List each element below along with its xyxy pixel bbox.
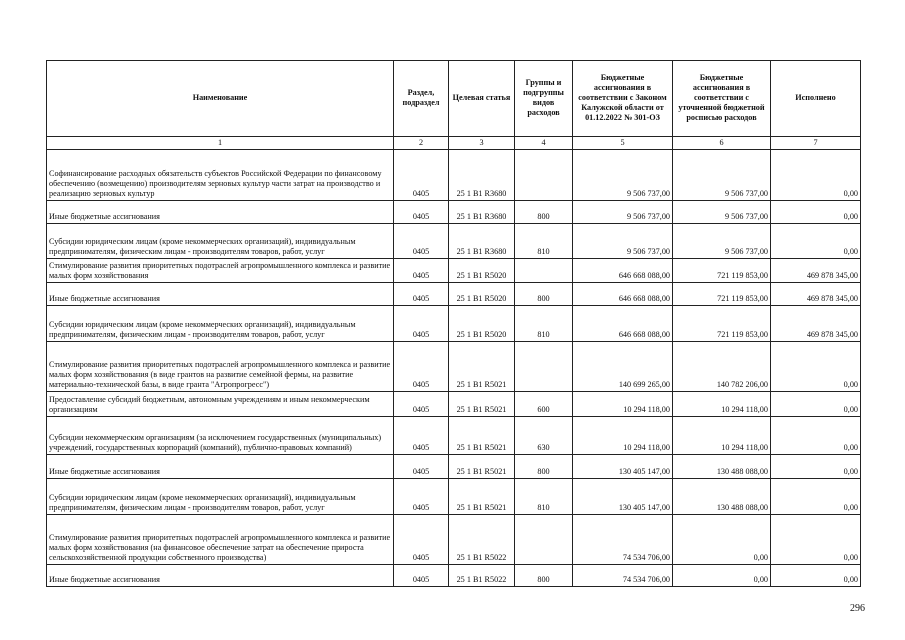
row-target: 25 1 B1 R5020 — [449, 306, 515, 342]
table-row — [47, 342, 861, 392]
row-section: 0405 — [394, 201, 449, 224]
row-refined: 721 119 853,00 — [673, 306, 771, 342]
row-group: 600 — [515, 392, 573, 417]
header-name: Наименование — [47, 61, 394, 137]
table-row — [47, 150, 861, 201]
table-row — [47, 565, 861, 587]
table-row — [47, 201, 861, 224]
header-law: Бюджетные ассигнования в соответствии с Законом Калужской области от 01.12.2022 № 301-ОЗ — [573, 61, 673, 137]
row-target: 25 1 B1 R5021 — [449, 392, 515, 417]
header-target: Целевая статья — [449, 61, 515, 137]
row-refined: 9 506 737,00 — [673, 201, 771, 224]
row-target: 25 1 B1 R5022 — [449, 565, 515, 587]
row-section: 0405 — [394, 455, 449, 479]
row-group: 810 — [515, 224, 573, 259]
row-law: 646 668 088,00 — [573, 306, 673, 342]
row-target: 25 1 B1 R5021 — [449, 455, 515, 479]
row-executed: 0,00 — [771, 150, 861, 201]
row-section: 0405 — [394, 565, 449, 587]
row-section: 0405 — [394, 259, 449, 283]
row-section: 0405 — [394, 342, 449, 392]
row-name: Субсидии юридическим лицам (кроме некоммерческих организаций), индивидуальным предпринимателям, физическим лицам - производителям товаров, работ, услуг — [47, 479, 394, 515]
budget-table — [46, 60, 861, 587]
row-section: 0405 — [394, 306, 449, 342]
row-law: 9 506 737,00 — [573, 224, 673, 259]
table-row — [47, 455, 861, 479]
column-number: 4 — [515, 137, 573, 150]
row-executed: 0,00 — [771, 479, 861, 515]
row-name: Иные бюджетные ассигнования — [47, 455, 394, 479]
table-row — [47, 259, 861, 283]
row-refined: 9 506 737,00 — [673, 224, 771, 259]
column-number: 6 — [673, 137, 771, 150]
row-law: 10 294 118,00 — [573, 417, 673, 455]
row-target: 25 1 B1 R3680 — [449, 201, 515, 224]
header-refined: Бюджетные ассигнования в соответствии с уточненной бюджетной росписью расходов — [673, 61, 771, 137]
row-group — [515, 515, 573, 565]
column-number-row — [47, 137, 861, 150]
row-name: Субсидии юридическим лицам (кроме некоммерческих организаций), индивидуальным предпринимателям, физическим лицам - производителям товаров, работ, услуг — [47, 306, 394, 342]
row-name: Софинансирование расходных обязательств субъектов Российской Федерации по финансовому обеспечению (возмещению) производителям зерновых культур части затрат на производство и реализацию зерновых культур — [47, 150, 394, 201]
row-law: 10 294 118,00 — [573, 392, 673, 417]
column-number: 3 — [449, 137, 515, 150]
row-group: 630 — [515, 417, 573, 455]
row-target: 25 1 B1 R3680 — [449, 224, 515, 259]
row-name: Стимулирование развития приоритетных подотраслей агропромышленного комплекса и развитие малых форм хозяйствования — [47, 259, 394, 283]
row-law: 9 506 737,00 — [573, 201, 673, 224]
row-group — [515, 342, 573, 392]
row-group — [515, 150, 573, 201]
row-refined: 130 488 088,00 — [673, 455, 771, 479]
table-row — [47, 224, 861, 259]
row-law: 646 668 088,00 — [573, 259, 673, 283]
row-target: 25 1 B1 R5021 — [449, 342, 515, 392]
table-row — [47, 392, 861, 417]
row-executed: 0,00 — [771, 515, 861, 565]
row-executed: 469 878 345,00 — [771, 259, 861, 283]
table-row — [47, 417, 861, 455]
column-number: 7 — [771, 137, 861, 150]
row-refined: 0,00 — [673, 565, 771, 587]
row-refined: 721 119 853,00 — [673, 259, 771, 283]
row-name: Иные бюджетные ассигнования — [47, 283, 394, 306]
row-executed: 0,00 — [771, 565, 861, 587]
row-section: 0405 — [394, 392, 449, 417]
row-executed: 469 878 345,00 — [771, 306, 861, 342]
row-group: 810 — [515, 306, 573, 342]
row-group: 810 — [515, 479, 573, 515]
row-section: 0405 — [394, 150, 449, 201]
column-number: 5 — [573, 137, 673, 150]
row-executed: 0,00 — [771, 224, 861, 259]
row-refined: 721 119 853,00 — [673, 283, 771, 306]
row-refined: 9 506 737,00 — [673, 150, 771, 201]
row-executed: 0,00 — [771, 342, 861, 392]
row-name: Стимулирование развития приоритетных подотраслей агропромышленного комплекса и развитие малых форм хозяйствования (на финансовое обеспечение затрат на обеспечение прироста сельскохозяйственной продукции собственного производства) — [47, 515, 394, 565]
row-executed: 0,00 — [771, 392, 861, 417]
header-section: Раздел, подраздел — [394, 61, 449, 137]
row-executed: 0,00 — [771, 201, 861, 224]
row-group: 800 — [515, 455, 573, 479]
row-group: 800 — [515, 201, 573, 224]
column-number: 2 — [394, 137, 449, 150]
row-executed: 0,00 — [771, 417, 861, 455]
table-row — [47, 306, 861, 342]
row-refined: 130 488 088,00 — [673, 479, 771, 515]
row-target: 25 1 B1 R3680 — [449, 150, 515, 201]
row-section: 0405 — [394, 224, 449, 259]
header-executed: Исполнено — [771, 61, 861, 137]
row-executed: 469 878 345,00 — [771, 283, 861, 306]
row-law: 74 534 706,00 — [573, 515, 673, 565]
row-name: Иные бюджетные ассигнования — [47, 201, 394, 224]
row-law: 130 405 147,00 — [573, 455, 673, 479]
row-law: 74 534 706,00 — [573, 565, 673, 587]
row-target: 25 1 B1 R5021 — [449, 479, 515, 515]
row-section: 0405 — [394, 515, 449, 565]
row-section: 0405 — [394, 283, 449, 306]
row-target: 25 1 B1 R5020 — [449, 259, 515, 283]
row-executed: 0,00 — [771, 455, 861, 479]
row-section: 0405 — [394, 417, 449, 455]
row-refined: 10 294 118,00 — [673, 392, 771, 417]
row-refined: 0,00 — [673, 515, 771, 565]
row-target: 25 1 B1 R5020 — [449, 283, 515, 306]
row-law: 646 668 088,00 — [573, 283, 673, 306]
table-row — [47, 283, 861, 306]
row-refined: 10 294 118,00 — [673, 417, 771, 455]
row-name: Стимулирование развития приоритетных подотраслей агропромышленного комплекса и развитие малых форм хозяйствования (в виде грантов на развитие семейной фермы, на развитие материально-технической базы, в виде гранта "Агропрогресс") — [47, 342, 394, 392]
table-header-row — [47, 61, 861, 137]
table-row — [47, 515, 861, 565]
row-target: 25 1 B1 R5022 — [449, 515, 515, 565]
row-name: Иные бюджетные ассигнования — [47, 565, 394, 587]
page-number: 296 — [850, 603, 865, 614]
table-row — [47, 479, 861, 515]
row-group: 800 — [515, 283, 573, 306]
row-law: 9 506 737,00 — [573, 150, 673, 201]
header-groups: Группы и подгруппы видов расходов — [515, 61, 573, 137]
row-group — [515, 259, 573, 283]
row-law: 130 405 147,00 — [573, 479, 673, 515]
row-name: Субсидии некоммерческим организациям (за исключением государственных (муниципальных) учреждений, государственных корпораций (компаний), публично-правовых компаний) — [47, 417, 394, 455]
row-name: Предоставление субсидий бюджетным, автономным учреждениям и иным некоммерческим организациям — [47, 392, 394, 417]
column-number: 1 — [47, 137, 394, 150]
row-refined: 140 782 206,00 — [673, 342, 771, 392]
row-section: 0405 — [394, 479, 449, 515]
row-name: Субсидии юридическим лицам (кроме некоммерческих организаций), индивидуальным предпринимателям, физическим лицам - производителям товаров, работ, услуг — [47, 224, 394, 259]
row-target: 25 1 B1 R5021 — [449, 417, 515, 455]
row-law: 140 699 265,00 — [573, 342, 673, 392]
row-group: 800 — [515, 565, 573, 587]
